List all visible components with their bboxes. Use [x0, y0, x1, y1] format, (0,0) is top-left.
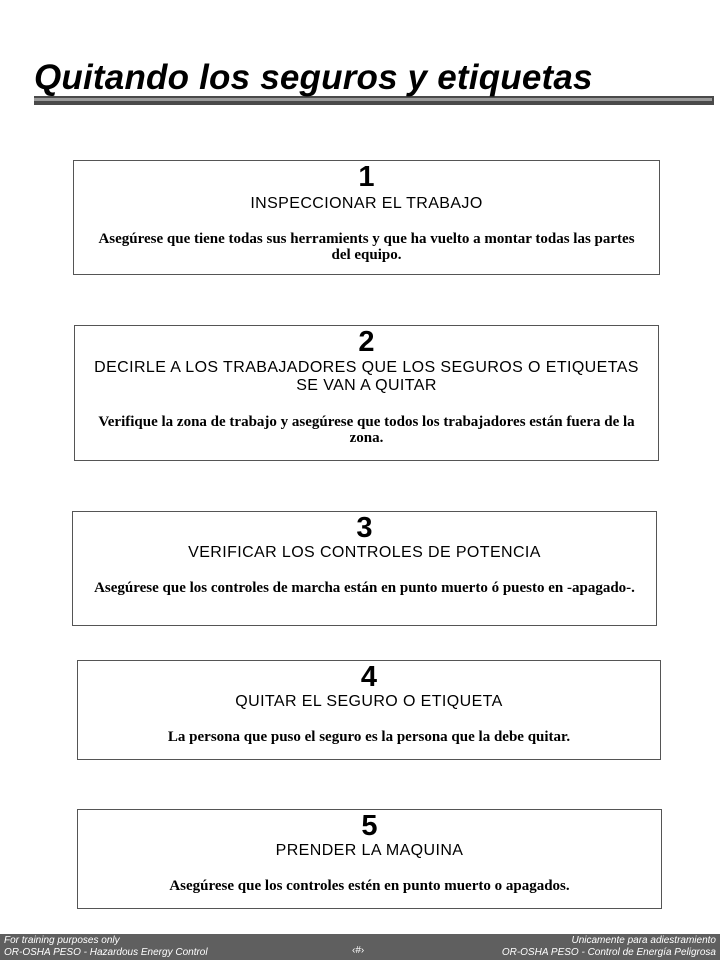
step-heading: PRENDER LA MAQUINA — [275, 842, 464, 859]
step-description: Asegúrese que tiene todas sus herramients y que ha vuelto a montar todas las partes del equipo. — [98, 231, 635, 263]
step-heading: VERIFICAR LOS CONTROLES DE POTENCIA — [188, 544, 541, 561]
step-number: 4 — [360, 661, 378, 693]
step-description: Verifique la zona de trabajo y asegúrese que todos los trabajadores están fuera de la zona. — [98, 414, 635, 446]
step-description: La persona que puso el seguro es la persona que la debe quitar. — [167, 729, 571, 745]
step-3-box — [72, 511, 657, 626]
step-2-box — [74, 325, 659, 461]
step-number: 3 — [356, 512, 373, 544]
step-heading: INSPECCIONAR EL TRABAJO — [250, 195, 483, 212]
step-description: Asegúrese que los controles de marcha están en punto muerto ó puesto en -apagado-. — [94, 580, 635, 596]
footer-page-marker: ‹#› — [352, 945, 365, 956]
footer-left-line2: OR-OSHA PESO - Hazardous Energy Control — [4, 947, 208, 958]
title-underline-highlight — [34, 98, 712, 101]
footer-right-line1: Unicamente para adiestramiento — [571, 935, 716, 946]
step-number: 1 — [358, 161, 375, 193]
footer-left — [4, 935, 208, 959]
page-title: Quitando los seguros y etiquetas — [34, 58, 593, 97]
step-description: Asegúrese que los controles estén en punto muerto o apagados. — [169, 878, 570, 894]
footer-bar — [0, 934, 720, 960]
step-1-box — [73, 160, 660, 275]
step-heading: DECIRLE A LOS TRABAJADORES QUE LOS SEGUROS O ETIQUETAS SE VAN A QUITAR — [94, 359, 639, 394]
footer-right-line2: OR-OSHA PESO - Control de Energía Peligrosa — [501, 947, 716, 958]
step-number: 2 — [358, 326, 375, 358]
step-number: 5 — [361, 810, 378, 842]
footer-left-line1: For training purposes only — [4, 935, 120, 946]
footer-right — [502, 935, 716, 959]
step-heading: QUITAR EL SEGURO O ETIQUETA — [235, 693, 503, 710]
step-5-box — [77, 809, 662, 909]
step-4-box — [77, 660, 661, 760]
